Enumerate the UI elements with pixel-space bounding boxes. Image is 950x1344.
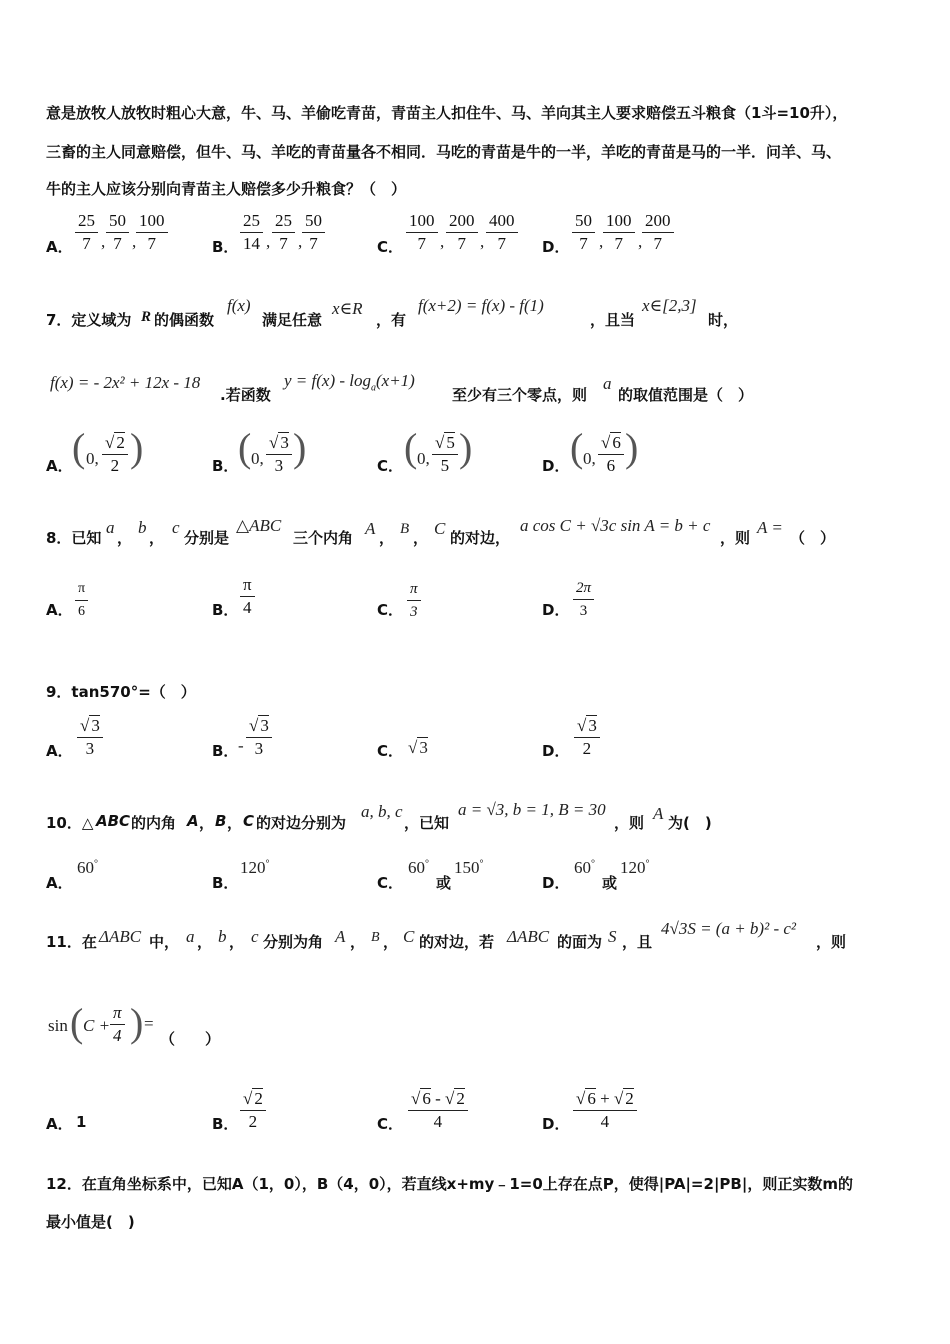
q11-equation: 4√3S = (a + b)² - c² bbox=[661, 919, 796, 938]
option-label: C． bbox=[377, 457, 404, 475]
q7-stem-5: ，且当 bbox=[590, 311, 636, 329]
option-label: B． bbox=[212, 238, 239, 256]
option-label: C． bbox=[377, 742, 404, 760]
q8-var-a: a bbox=[106, 518, 115, 537]
q8-stem-2: 分别是 bbox=[184, 529, 230, 547]
q12-line-2: 最小值是( ) bbox=[46, 1213, 135, 1231]
option-label: B． bbox=[212, 742, 239, 760]
option-label: D． bbox=[542, 238, 570, 256]
q10-stem-4: ，已知 bbox=[404, 814, 450, 832]
option-label: D． bbox=[542, 874, 570, 892]
option-label: B． bbox=[212, 601, 239, 619]
q7-stem-2: 的偶函数 bbox=[154, 311, 215, 329]
q7-function-y: $y = f(x) - \log_a(x+1)$ bbox=[284, 371, 415, 394]
option-label: C． bbox=[377, 238, 404, 256]
q8-answer-var: A = bbox=[757, 518, 783, 537]
q10-stem-2: 的内角 bbox=[131, 814, 177, 832]
option-label: A． bbox=[46, 457, 73, 475]
q7-fx: f(x) bbox=[227, 296, 251, 315]
q11-stem-5: 的面为 bbox=[557, 933, 603, 951]
option-label: C． bbox=[377, 601, 404, 619]
option-label: C． bbox=[377, 874, 404, 892]
q11-stem-2: 中， bbox=[149, 933, 180, 951]
q7-x-in-R: x∈R bbox=[332, 299, 363, 318]
q8-equation: a cos C + √3c sin A = b + c bbox=[520, 516, 711, 535]
q10-stem-5: ，则 bbox=[614, 814, 645, 832]
q11-sin: sin bbox=[48, 1016, 68, 1035]
option-label: A． bbox=[46, 874, 73, 892]
q7-stem-9: 的取值范围是（ ） bbox=[618, 386, 754, 404]
q11-stem-3: 分别为角 bbox=[263, 933, 324, 951]
q7-stem-8: 至少有三个零点，则 bbox=[452, 386, 588, 404]
q8-stem-1: 8．已知 bbox=[46, 529, 102, 547]
option-label: D． bbox=[542, 601, 570, 619]
q8-stem-4: 的对边， bbox=[450, 529, 511, 547]
option-label: D． bbox=[542, 742, 570, 760]
q9-stem: 9．tan570°=（ ） bbox=[46, 683, 196, 701]
option-label: D． bbox=[542, 457, 570, 475]
q7-definition: f(x) = - 2x² + 12x - 18 bbox=[50, 373, 201, 392]
option-label: C． bbox=[377, 1115, 404, 1133]
q10-stem-1: 10．△ bbox=[46, 814, 94, 832]
option-label: B． bbox=[212, 457, 239, 475]
option-label: A． bbox=[46, 1115, 73, 1133]
q11-stem-1: 11．在 bbox=[46, 933, 97, 951]
q10-stem-6: 为( ) bbox=[668, 814, 712, 832]
option-label: B． bbox=[212, 874, 239, 892]
q10-vars: a, b, c bbox=[361, 802, 403, 821]
q7-interval: x∈[2,3] bbox=[642, 296, 697, 315]
option-label: B． bbox=[212, 1115, 239, 1133]
q8-stem-5: ，则 bbox=[720, 529, 751, 547]
q7-stem-6: 时， bbox=[708, 311, 739, 329]
q12-line-1: 12．在直角坐标系中，已知A（1，0），B（4，0），若直线x+my﹣1=0上存在点P，使得|PA|=2|PB|，则正实数m的 bbox=[46, 1175, 853, 1193]
option-label: A． bbox=[46, 742, 73, 760]
intro-line-1: 意是放牧人放牧时粗心大意，牛、马、羊偷吃青苗，青苗主人扣住牛、马、羊向其主人要求赔偿五斗粮食（1斗=10升）， bbox=[46, 104, 848, 122]
option-label: D． bbox=[542, 1115, 570, 1133]
q7-domain-R: R bbox=[141, 309, 152, 325]
q7-stem-7: .若函数 bbox=[220, 386, 271, 404]
option-label: A． bbox=[46, 238, 73, 256]
q8-stem-6: （ ） bbox=[790, 529, 836, 547]
q8-stem-3: 三个内角 bbox=[293, 529, 354, 547]
q10-condition: a = √3, b = 1, B = 30 bbox=[458, 800, 606, 819]
q11-stem-7: ，则 bbox=[816, 933, 847, 951]
intro-line-3: 牛的主人应该分别向青苗主人赔偿多少升粮食？（ ） bbox=[46, 180, 407, 198]
q11-paren: （ ） bbox=[160, 1030, 221, 1048]
q7-stem-3: 满足任意 bbox=[262, 311, 323, 329]
q8-var-c: c bbox=[172, 518, 180, 537]
option-label: A． bbox=[46, 601, 73, 619]
q10-stem-3: 的对边分别为 bbox=[256, 814, 347, 832]
q8-triangle: △ABC bbox=[236, 516, 282, 535]
q7-equation: f(x+2) = f(x) - f(1) bbox=[418, 296, 544, 315]
q7-stem-4: ，有 bbox=[376, 311, 407, 329]
q11-stem-4: 的对边，若 bbox=[419, 933, 495, 951]
intro-line-2: 三畜的主人同意赔偿，但牛、马、羊吃的青苗量各不相同．马吃的青苗是牛的一半，羊吃的青苗是马的一半．问羊、马、 bbox=[46, 143, 842, 161]
q7-a: a bbox=[603, 374, 612, 393]
q11-stem-6: ，且 bbox=[622, 933, 653, 951]
q7-stem-1: 7．定义域为 bbox=[46, 311, 132, 329]
q8-var-b: b bbox=[138, 518, 147, 537]
